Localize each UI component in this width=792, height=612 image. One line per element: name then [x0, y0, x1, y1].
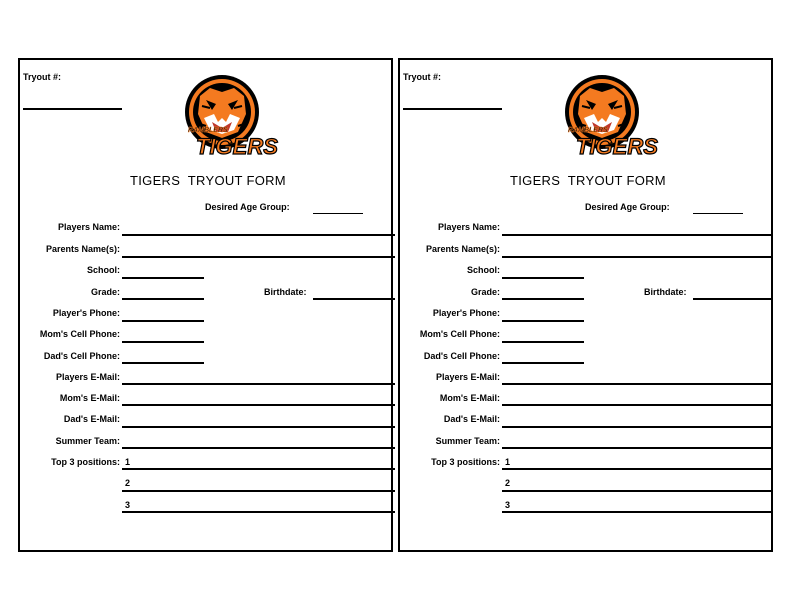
tryout-form-left	[18, 58, 393, 552]
moms-email-label: Mom's E-Mail:	[59, 393, 120, 403]
position-number: 1	[505, 457, 511, 467]
logo-small-text: RAMBLERS	[188, 127, 228, 134]
position-number: 2	[505, 478, 511, 488]
dads-email-label: Dad's E-Mail:	[63, 414, 120, 424]
summer-team-line[interactable]	[122, 447, 395, 449]
parents-names-label: Parents Name(s):	[425, 244, 500, 254]
logo-small-text: RAMBLERS	[568, 127, 608, 134]
dads-cell-label: Dad's Cell Phone:	[43, 351, 120, 361]
position-3-line[interactable]	[122, 511, 395, 513]
position-number: 3	[505, 500, 511, 510]
position-number: 2	[125, 478, 131, 488]
moms-email-line[interactable]	[122, 404, 395, 406]
moms-email-label: Mom's E-Mail:	[439, 393, 500, 403]
players-phone-line[interactable]	[122, 320, 204, 322]
grade-line[interactable]	[502, 298, 584, 300]
parents-names-line[interactable]	[122, 256, 395, 258]
school-line[interactable]	[122, 277, 204, 279]
dads-email-label: Dad's E-Mail:	[443, 414, 500, 424]
parents-names-line[interactable]	[502, 256, 773, 258]
age-group-line	[313, 213, 363, 214]
summer-team-label: Summer Team:	[55, 436, 120, 446]
tryout-number-line	[23, 108, 122, 110]
summer-team-line[interactable]	[502, 447, 773, 449]
school-label: School:	[87, 265, 120, 275]
birthdate-line[interactable]	[693, 298, 773, 300]
dads-email-line[interactable]	[122, 426, 395, 428]
tigers-logo	[166, 74, 290, 160]
players-phone-label: Player's Phone:	[432, 308, 500, 318]
school-label: School:	[467, 265, 500, 275]
moms-cell-label: Mom's Cell Phone:	[39, 329, 120, 339]
form-title: TIGERS TRYOUT FORM	[510, 173, 666, 188]
tryout-form-right	[398, 58, 773, 552]
dads-email-line[interactable]	[502, 426, 773, 428]
position-1-line[interactable]	[122, 468, 395, 470]
players-name-line[interactable]	[122, 234, 395, 236]
players-email-line[interactable]	[122, 383, 395, 385]
grade-label: Grade:	[470, 287, 500, 297]
position-number: 3	[125, 500, 131, 510]
form-title: TIGERS TRYOUT FORM	[130, 173, 286, 188]
players-name-label: Players Name:	[57, 222, 120, 232]
grade-line[interactable]	[122, 298, 204, 300]
grade-label: Grade:	[90, 287, 120, 297]
moms-cell-label: Mom's Cell Phone:	[419, 329, 500, 339]
tryout-number-label: Tryout #:	[403, 72, 442, 82]
top-positions-label: Top 3 positions:	[51, 457, 120, 467]
tryout-number-line	[403, 108, 502, 110]
birthdate-label: Birthdate:	[264, 287, 307, 297]
birthdate-label: Birthdate:	[644, 287, 687, 297]
players-email-label: Players E-Mail:	[435, 372, 500, 382]
logo-big-text: TIGERS	[196, 134, 278, 159]
position-2-line[interactable]	[502, 490, 773, 492]
players-name-label: Players Name:	[437, 222, 500, 232]
dads-cell-label: Dad's Cell Phone:	[423, 351, 500, 361]
top-positions-label: Top 3 positions:	[431, 457, 500, 467]
dads-cell-line[interactable]	[502, 362, 584, 364]
players-phone-line[interactable]	[502, 320, 584, 322]
tryout-number-label: Tryout #:	[23, 72, 62, 82]
position-2-line[interactable]	[122, 490, 395, 492]
position-1-line[interactable]	[502, 468, 773, 470]
position-3-line[interactable]	[502, 511, 773, 513]
age-group-label: Desired Age Group:	[585, 202, 670, 212]
position-number: 1	[125, 457, 131, 467]
age-group-line	[693, 213, 743, 214]
age-group-label: Desired Age Group:	[205, 202, 290, 212]
logo-big-text: TIGERS	[576, 134, 658, 159]
moms-cell-line[interactable]	[122, 341, 204, 343]
players-email-label: Players E-Mail:	[55, 372, 120, 382]
school-line[interactable]	[502, 277, 584, 279]
birthdate-line[interactable]	[313, 298, 395, 300]
players-email-line[interactable]	[502, 383, 773, 385]
dads-cell-line[interactable]	[122, 362, 204, 364]
moms-email-line[interactable]	[502, 404, 773, 406]
parents-names-label: Parents Name(s):	[45, 244, 120, 254]
moms-cell-line[interactable]	[502, 341, 584, 343]
tigers-logo	[546, 74, 670, 160]
summer-team-label: Summer Team:	[435, 436, 500, 446]
players-phone-label: Player's Phone:	[52, 308, 120, 318]
players-name-line[interactable]	[502, 234, 773, 236]
